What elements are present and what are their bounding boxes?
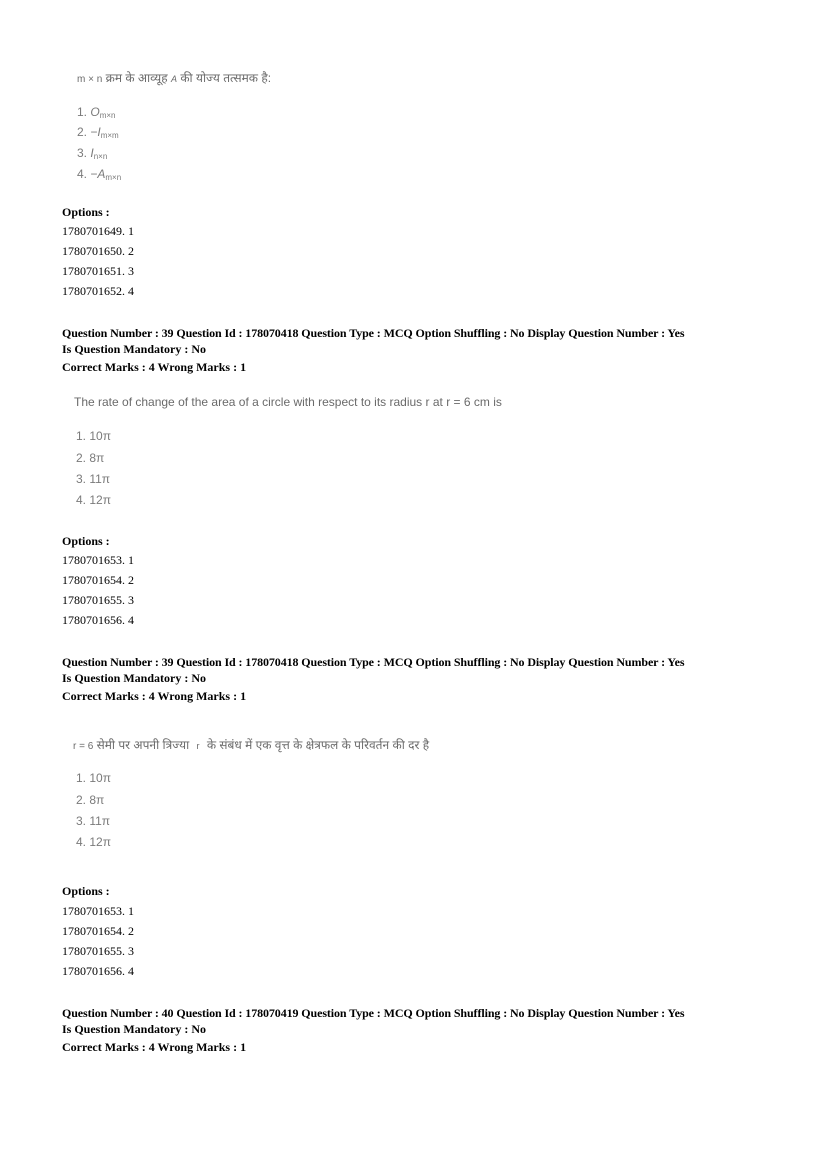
choice-2: 2. 8π [76,451,105,465]
question-marks: Correct Marks : 4 Wrong Marks : 1 [62,689,247,703]
choice-number: 3. [77,146,88,160]
option-row: 1780701652. 4 [62,284,134,298]
choice-subscript: m×n [105,173,122,182]
stem-suffix: की योज्य तत्समक है: [180,71,272,85]
options-label: Options : [62,534,110,548]
stem-var: A [170,74,177,84]
stem-var: r [196,741,200,751]
choice-number: 1. [77,105,88,119]
question-mandatory: Is Question Mandatory : No [62,671,207,685]
options-label: Options : [62,884,110,898]
question-mandatory: Is Question Mandatory : No [62,342,207,356]
option-row: 1780701653. 1 [62,553,134,567]
choice-3: 3. 11π [76,472,111,486]
question-marks: Correct Marks : 4 Wrong Marks : 1 [62,360,247,374]
option-row: 1780701656. 4 [62,613,134,627]
choice-3: 3. 11π [76,814,111,828]
question-header: Question Number : 39 Question Id : 178070418 Question Type : MCQ Option Shuffling : No Display Question Number : Yes [62,655,685,669]
choice-subscript: m×n [99,111,116,120]
question-stem [73,736,429,753]
option-row: 1780701654. 2 [62,924,134,938]
options-label: Options : [62,205,110,219]
stem-suffix: के संबंध में एक वृत्त के क्षेत्रफल के परिवर्तन की दर है [206,738,430,752]
choice-subscript: n×n [93,152,108,161]
choice-2 [77,124,119,144]
option-row: 1780701649. 1 [62,224,134,238]
option-row: 1780701650. 2 [62,244,134,258]
choice-1: 1. 10π [76,771,111,785]
option-row: 1780701654. 2 [62,573,134,587]
choice-symbol: −I [90,125,101,139]
option-row: 1780701656. 4 [62,964,134,978]
stem-prefix: r = 6 [73,741,94,752]
option-row: 1780701655. 3 [62,944,134,958]
choice-4 [77,166,121,186]
choice-1: 1. 10π [76,429,111,443]
stem-mid: सेमी पर अपनी त्रिज्या [96,738,190,752]
question-stem: The rate of change of the area of a circle with respect to its radius r at r = 6 cm is [74,395,502,409]
choice-1 [77,104,116,124]
choice-4: 4. 12π [76,493,111,507]
option-row: 1780701651. 3 [62,264,134,278]
stem-text: क्रम के आव्यूह [105,71,168,85]
option-row: 1780701655. 3 [62,593,134,607]
choice-symbol: I [90,146,94,160]
question-stem [77,69,271,86]
question-mandatory: Is Question Mandatory : No [62,1022,207,1036]
question-header: Question Number : 39 Question Id : 178070418 Question Type : MCQ Option Shuffling : No Display Question Number : Yes [62,326,685,340]
choice-subscript: m×m [100,131,119,140]
stem-prefix: m × n [77,74,103,85]
choice-symbol: O [90,105,100,119]
choice-4: 4. 12π [76,835,111,849]
question-header: Question Number : 40 Question Id : 178070419 Question Type : MCQ Option Shuffling : No Display Question Number : Yes [62,1006,685,1020]
choice-3 [77,145,107,165]
choice-number: 4. [77,167,88,181]
choice-number: 2. [77,125,88,139]
option-row: 1780701653. 1 [62,904,134,918]
choice-symbol: −A [90,167,106,181]
choice-2: 2. 8π [76,793,105,807]
question-marks: Correct Marks : 4 Wrong Marks : 1 [62,1040,247,1054]
